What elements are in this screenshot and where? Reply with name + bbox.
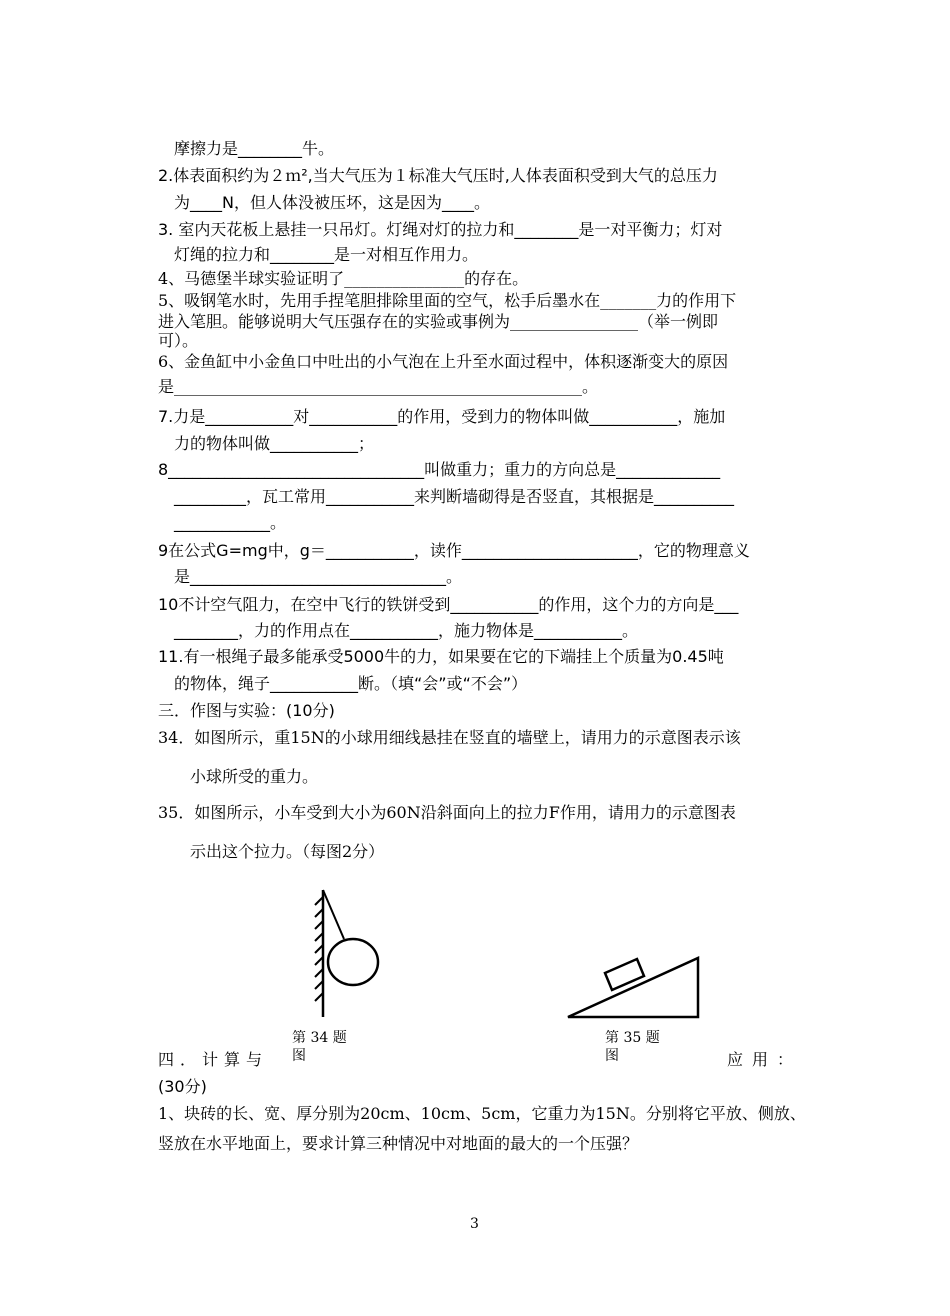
question-4: 4、马德堡半球实验证明了_______________的存在。 (158, 269, 529, 288)
question-8-line-3: ____________。 (174, 513, 287, 532)
question-7-line-1: 7.力是___________对___________的作用，受到力的物体叫做___________，施加 (158, 407, 726, 426)
question-10-line-1: 10不计空气阻力，在空中飞行的铁饼受到___________的作用，这个力的方向是___ (158, 595, 739, 614)
figure-35-caption-2: 图 (605, 1048, 619, 1064)
section-4-points: (30分) (158, 1077, 207, 1096)
question-6-line-2: 是___________________________________________________。 (158, 377, 599, 396)
calc-question-1-line-1: 1、块砖的长、宽、厚分别为20cm、10cm、5cm，它重力为15N。分别将它平放、侧放、 (158, 1104, 806, 1123)
question-5-line-1: 5、吸钢笔水时，先用手捏笔胆排除里面的空气，松手后墨水在_______力的作用下 (158, 291, 737, 310)
question-34-line-1: 34．如图所示，重15N的小球用细线悬挂在竖直的墙壁上，请用力的示意图表示该 (158, 728, 741, 747)
question-35-line-1: 35．如图所示，小车受到大小为60N沿斜面向上的拉力F作用，请用力的示意图表 (158, 803, 736, 822)
question-35-line-2: 示出这个拉力。（每图2分） (190, 842, 385, 861)
section-3-heading: 三．作图与实验：(10分) (158, 701, 335, 720)
question-3-line-2: 灯绳的拉力和________是一对相互作用力。 (174, 245, 479, 264)
question-11-line-1: 11.有一根绳子最多能承受5000牛的力，如果要在它的下端挂上个质量为0.45吨 (158, 647, 724, 666)
figure-35-caption: 第 35 题 (605, 1030, 660, 1046)
figure-34-ball-on-wall (290, 885, 390, 1020)
question-8-line-2: _________，瓦工常用___________来判断墙砌得是否竖直，其根据是__________ (174, 487, 735, 506)
figure-35-cart-on-incline (565, 955, 705, 1020)
page-number: 3 (470, 1216, 479, 1232)
question-34-line-2: 小球所受的重力。 (190, 767, 319, 786)
question-11-line-2: 的物体，绳子___________断。（填“会”或“不会”） (174, 674, 528, 693)
calc-question-1-line-2: 竖放在水平地面上，要求计算三种情况中对地面的最大的一个压强？ (158, 1134, 639, 1153)
question-2-line-1: 2.体表面积约为２ｍ²,当大气压为１标准大气压时,人体表面积受到大气的总压力 (158, 166, 718, 185)
question-3-line-1: 3. 室内天花板上悬挂一只吊灯。灯绳对灯的拉力和________是一对平衡力；灯对 (158, 220, 723, 239)
question-2-line-2: 为____N，但人体没被压坏，这是因为____。 (174, 193, 490, 212)
question-9-line-2: 是________________________________。 (174, 567, 463, 586)
figure-34-caption-2: 图 (292, 1048, 306, 1064)
section-4-heading-end: 应用： (727, 1050, 803, 1069)
question-6-line-1: 6、金鱼缸中小金鱼口中吐出的小气泡在上升至水面过程中，体积逐渐变大的原因 (158, 352, 729, 371)
section-4-heading: 四．计算与 (158, 1050, 269, 1069)
question-7-line-2: 力的物体叫做___________； (174, 434, 375, 453)
question-5-line-2: 进入笔胆。能够说明大气压强存在的实验或事例为________________（举一例即 (158, 312, 719, 331)
question-8-line-1: 8________________________________叫做重力；重力的方向总是_____________ (158, 460, 721, 479)
question-1-continuation: 摩擦力是________牛。 (174, 139, 335, 158)
question-9-line-1: 9在公式G=mg中，g＝___________，读作______________________，它的物理意义 (158, 541, 750, 560)
figure-34-caption: 第 34 题 (292, 1030, 347, 1046)
question-10-line-2: ________，力的作用点在___________，施力物体是___________。 (174, 621, 639, 640)
question-5-line-3: 可）。 (158, 331, 199, 350)
